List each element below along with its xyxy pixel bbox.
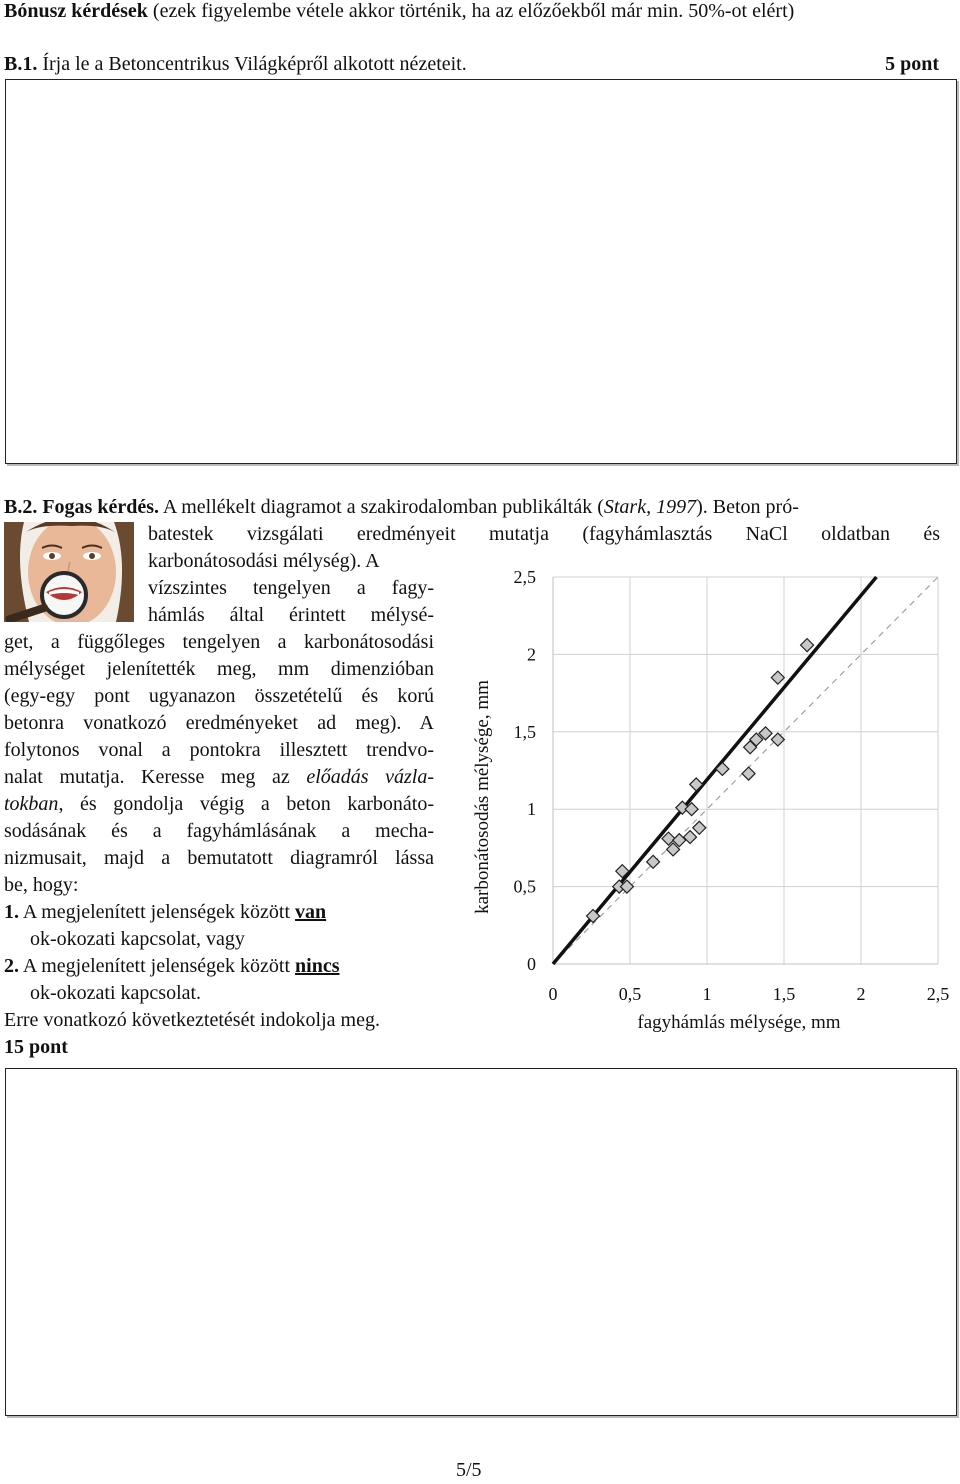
data-point-4 [647,855,660,868]
question-b2-line1: B.2. Fogas kérdés. A mellékelt diagramot a szakirodalomban publikálták (Stark, 1997). Beton pró- [4,496,799,518]
question-b2-line11: nalat mutatja. Keresse meg az előadás vázla- [4,766,434,788]
question-b2-label: B.2. Fogas kérdés. [4,496,159,518]
x-tick-label-4: 2 [856,984,866,1004]
y-tick-label-3: 1,5 [513,721,536,742]
question-b2-line2: batestek vizsgálati eredményeit mutatja (fagyhámlasztás NaCl oldatban és [148,523,940,545]
answer-box-b2[interactable] [5,1068,957,1416]
y-tick-label-1: 0,5 [513,876,536,897]
option-2-keyword: nincs [295,955,340,977]
question-b1 [4,51,467,78]
y-tick-label-5: 2,5 [513,567,536,587]
x-tick-label-3: 1,5 [772,984,796,1004]
data-point-18 [771,733,784,746]
option-1: 1. A megjelenített jelenségek között van [4,901,327,923]
citation: Stark, 1997 [603,496,697,518]
option-2-continued: ok-okozati kapcsolat. [30,982,202,1004]
x-tick-labels [549,984,950,1004]
x-tick-label-0: 0 [548,984,558,1004]
question-b2-line10: folytonos vonal a pontokra illesztett trendvo- [4,739,434,761]
trend-line [553,577,876,964]
option-2: 2. A megjelenített jelenségek között nincs [4,955,340,977]
chart-points [587,639,814,923]
option-1-keyword: van [295,901,327,923]
question-b2-line5: hámlás által érintett mélysé- [148,604,434,626]
question-b2-line3: karbonátosodási mélység). A [148,550,380,572]
question-b2-line14: nizmusait, majd a bemutatott diagramról lássa [4,847,434,869]
y-tick-label-0: 0 [527,954,536,974]
y-tick-labels [514,567,537,974]
scatter-chart [460,560,960,1040]
answer-box-b1[interactable] [5,79,957,464]
x-tick-label-2: 1 [702,984,712,1004]
data-point-12 [693,821,706,834]
x-tick-label-1: 0,5 [618,984,642,1004]
question-b2-line6: get, a függőleges tengelyen a karbonátosodási [4,631,434,653]
y-tick-label-2: 1 [527,799,536,820]
woman-magnifier-photo-icon [4,522,134,622]
data-point-14 [742,767,755,780]
question-b2-line12: tokban, és gondolja végig a beton karbonáto- [4,793,434,815]
question-b2-line4: vízszintes tengelyen a fagy- [148,577,434,599]
x-axis-label: fagyhámlás mélysége, mm [637,1012,841,1033]
x-tick-label-5: 2,5 [926,984,950,1004]
data-point-20 [801,639,814,652]
question-b2-line13: sodásának és a fagyhámlásának a mecha- [4,820,434,842]
y-tick-label-4: 2 [527,644,536,665]
question-b2-line15: be, hogy: [4,874,79,896]
data-point-19 [771,671,784,684]
bonus-header-bold: Bónusz kérdések [4,0,148,22]
option-1-continued: ok-okozati kapcsolat, vagy [30,928,245,950]
page-number: 5/5 [456,1459,482,1481]
y-axis-label: karbonátosodás mélysége, mm [472,680,493,914]
question-b1-points: 5 pont [885,53,939,75]
question-b2-line9: betonra vonatkozó eredményeket ad meg). A [4,712,434,734]
question-b1-label: B.1. [4,53,38,75]
bonus-header [4,0,794,25]
data-point-9 [684,831,697,844]
question-b2-line7: mélységet jelenítették meg, mm dimenzióban [4,658,434,680]
bonus-header-rest: (ezek figyelembe vétele akkor történik, ha az előzőekből már min. 50%-ot elért) [147,0,795,22]
closing-instruction: Erre vonatkozó következtetését indokolja meg. [4,1009,380,1031]
question-b2-line8: (egy-egy pont ugyanazon összetételű és korú [4,685,434,707]
question-b2-points: 15 pont [4,1036,68,1058]
question-b1-text: Írja le a Betoncentrikus Világképről alkotott nézeteit. [37,53,467,75]
